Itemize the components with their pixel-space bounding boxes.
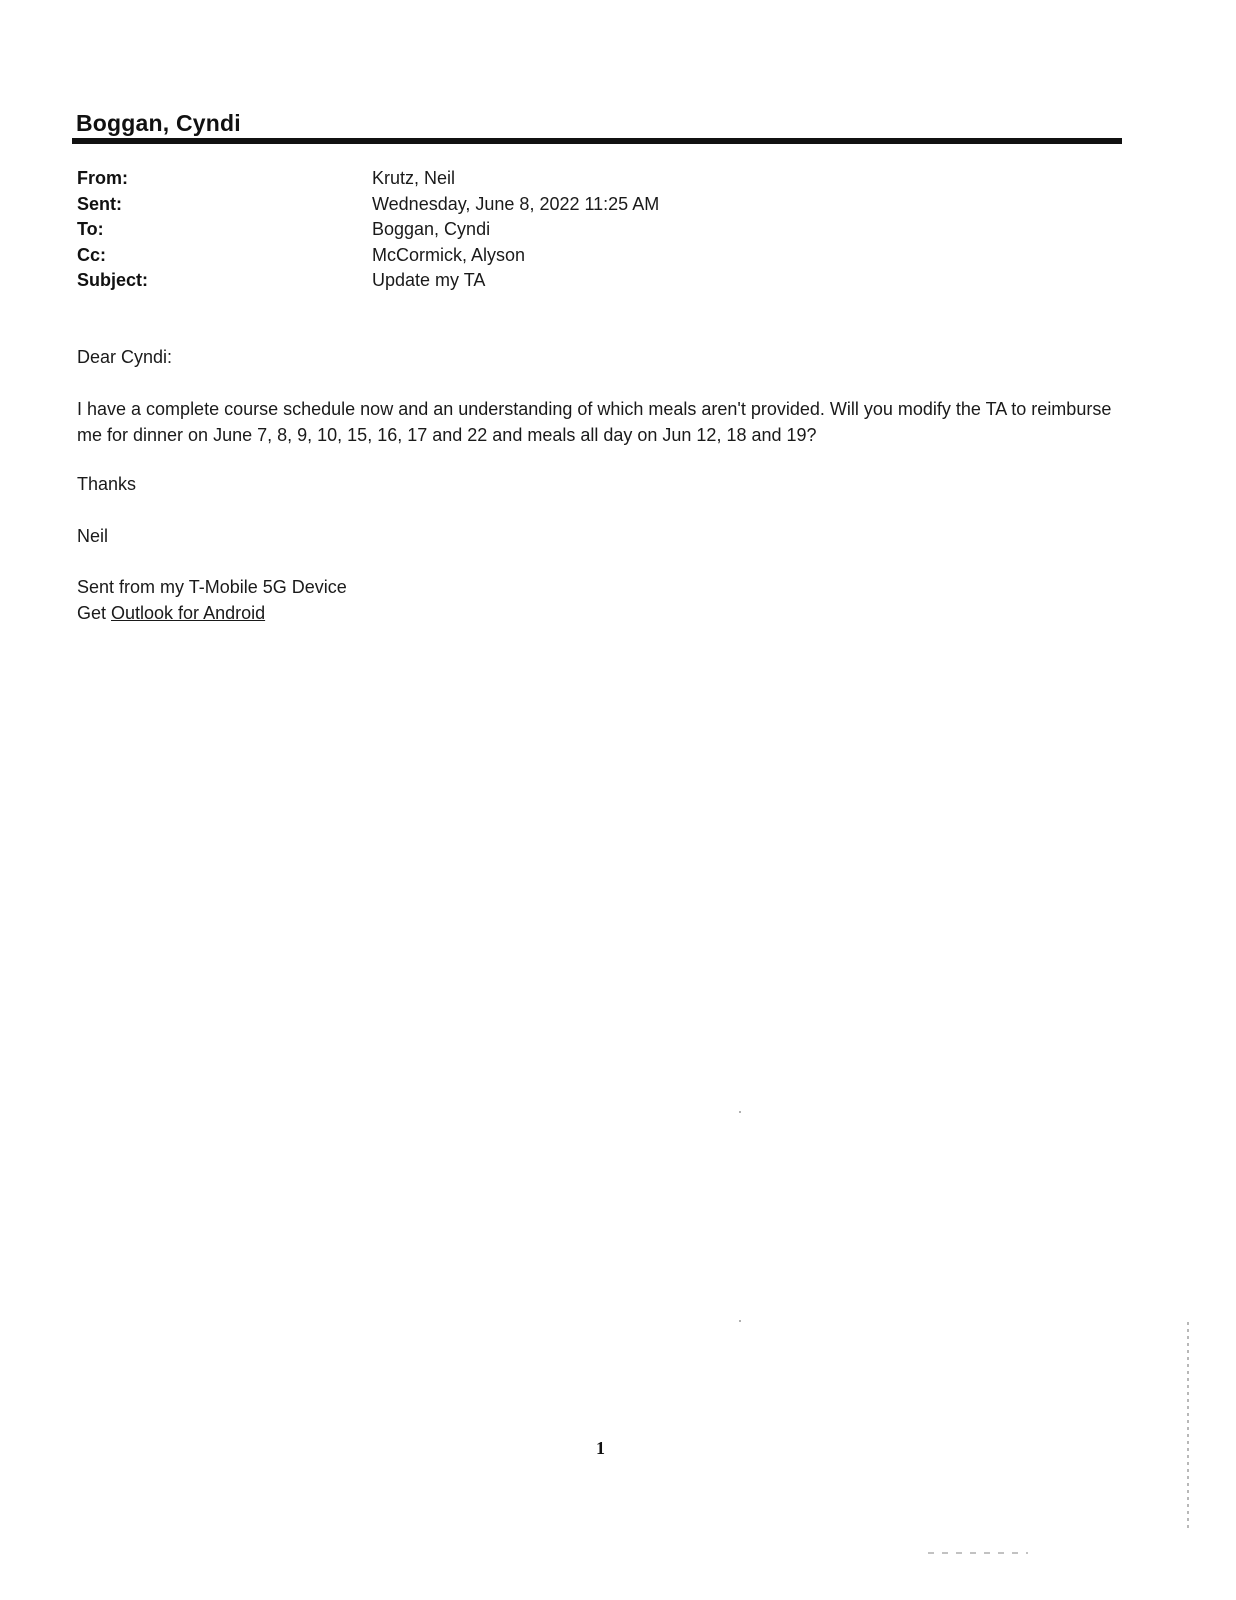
get-prefix: Get — [77, 603, 112, 623]
subject-label: Subject: — [77, 270, 149, 290]
mailbox-owner-title: Boggan, Cyndi — [76, 110, 241, 136]
email-greeting: Dear Cyndi: — [77, 347, 173, 367]
header-divider — [72, 138, 1122, 144]
to-label: To: — [77, 219, 104, 239]
cc-value: McCormick, Alyson — [372, 244, 526, 265]
from-value: Krutz, Neil — [372, 168, 456, 188]
scan-edge-artifact — [1187, 1322, 1189, 1530]
subject-value: Update my TA — [372, 270, 486, 290]
page-number: 1 — [596, 1438, 605, 1458]
email-signature: Neil — [77, 526, 109, 546]
scan-bottom-artifact — [928, 1552, 1028, 1554]
sent-label: Sent: — [77, 193, 122, 214]
scan-speck — [739, 1111, 741, 1113]
sent-value: Wednesday, June 8, 2022 11:25 AM — [372, 193, 660, 214]
email-thanks: Thanks — [77, 474, 137, 494]
from-label: From: — [77, 168, 128, 188]
outlook-for-android-link[interactable]: Outlook for Android — [111, 603, 266, 623]
cc-label: Cc: — [77, 244, 107, 265]
scan-speck — [739, 1320, 741, 1322]
device-signature: Sent from my T-Mobile 5G Device — [77, 577, 347, 597]
to-value: Boggan, Cyndi — [372, 219, 491, 239]
email-paragraph: I have a complete course schedule now and an understanding of which meals aren't provided. Will you modify the TA to reimburse me for dinner on June 7, 8, 9, 10, 15, 16, 17 and 22 and meals all day on Jun 12, 18 and 19? — [77, 399, 1112, 445]
outlook-promo-line — [77, 600, 1137, 626]
